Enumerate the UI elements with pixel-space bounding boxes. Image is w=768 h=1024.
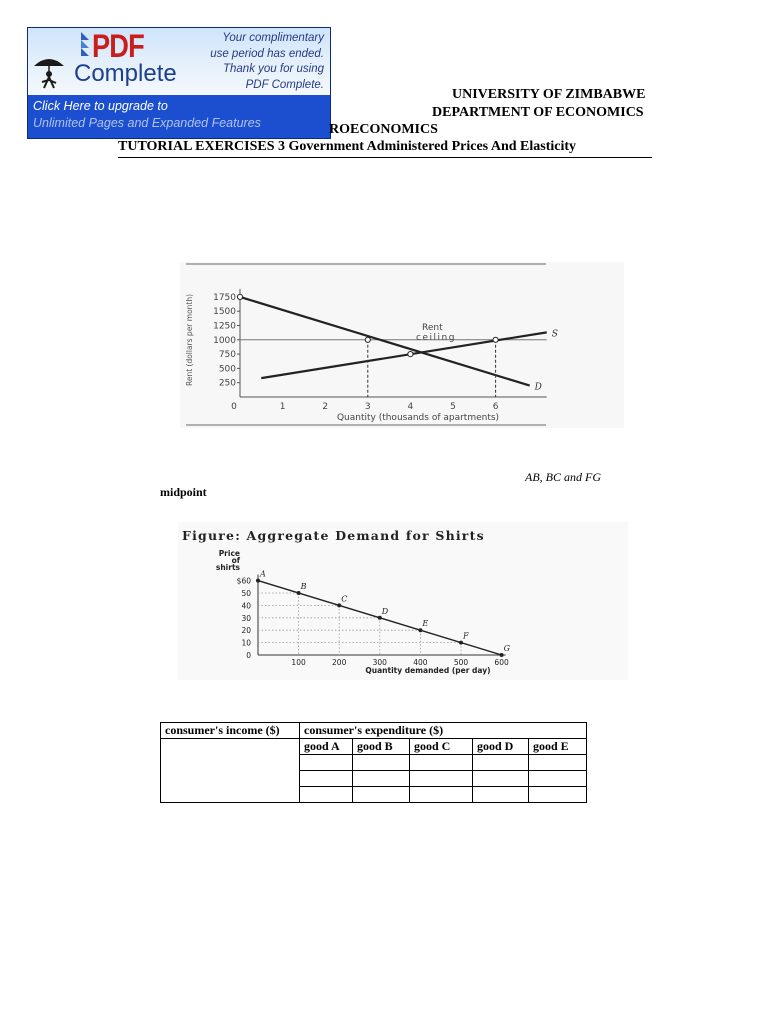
y-tick-label: 10 <box>241 638 251 648</box>
banner-brand-pdf: PDF <box>92 28 144 64</box>
x-tick-label: 4 <box>407 402 414 412</box>
expenditure-header: consumer's expenditure ($) <box>300 723 587 739</box>
x-tick-label: 500 <box>453 658 469 667</box>
point-label: D <box>381 606 389 616</box>
y-axis-title: Rent (dollars per month) <box>185 293 194 387</box>
x-tick-label: 0 <box>231 402 237 412</box>
x-tick-label: 5 <box>450 402 456 412</box>
tutorial-title: TUTORIAL EXERCISES 3 Government Administered Prices And Elasticity <box>118 139 577 154</box>
demand-point <box>337 603 341 607</box>
table-cell <box>300 755 353 771</box>
y-tick-label: 750 <box>218 350 236 361</box>
header-rule <box>118 157 652 158</box>
y-tick-label: 500 <box>218 364 236 375</box>
course-name-fragment: ROECONOMICS <box>329 122 438 137</box>
x-tick-label: 600 <box>494 658 509 667</box>
x-tick-label: 2 <box>322 402 329 412</box>
rent-ceiling-label: ceiling <box>416 333 456 343</box>
y-tick-label: 1500 <box>213 307 236 318</box>
demand-start-point <box>237 294 242 299</box>
table-cell <box>300 787 353 803</box>
point-label: F <box>463 631 469 641</box>
y-tick-label: 1000 <box>213 335 236 346</box>
arrows-icon <box>72 30 90 58</box>
demand-point <box>297 591 301 595</box>
y-tick-label: 1250 <box>213 321 236 332</box>
table-cell <box>529 771 587 787</box>
table-cell <box>353 755 410 771</box>
x-axis-title: Quantity demanded (per day) <box>365 666 491 675</box>
y-tick-label: 0 <box>246 651 251 660</box>
demand-point <box>418 628 422 632</box>
table-cell <box>529 755 587 771</box>
demand-point <box>256 579 260 583</box>
y-tick-label: 20 <box>241 626 251 636</box>
y-tick-label: 40 <box>241 601 251 611</box>
x-tick-label: 1 <box>279 402 286 412</box>
chart-title: Figure: Aggregate Demand for Shirts <box>182 528 485 543</box>
midpoint-label: midpoint <box>160 485 207 499</box>
good-d-header: good D <box>473 739 529 755</box>
point-label: A <box>260 569 266 579</box>
segments-label: AB, BC and FG <box>525 470 601 484</box>
banner-message-line: Your complimentary <box>222 32 324 44</box>
y-tick-label: 50 <box>241 589 251 598</box>
good-c-header: good C <box>410 739 473 755</box>
series-label: S <box>551 329 558 340</box>
table-cell <box>300 771 353 787</box>
department-name: DEPARTMENT OF ECONOMICS <box>432 105 644 120</box>
upgrade-link-line2[interactable]: Unlimited Pages and Expanded Features <box>33 116 261 130</box>
marked-point <box>408 352 413 357</box>
rent-ceiling-chart <box>180 262 624 428</box>
banner-message-line: Thank you for using <box>222 63 324 75</box>
banner-message-line: use period has ended. <box>210 47 324 60</box>
y-axis-title: of <box>231 556 240 565</box>
income-header: consumer's income ($) <box>161 723 300 739</box>
upgrade-link[interactable] <box>33 98 261 132</box>
marked-point <box>493 337 498 342</box>
y-tick-label: 1750 <box>213 292 236 303</box>
table-cell <box>473 771 529 787</box>
aggregate-demand-chart <box>178 522 628 680</box>
good-a-header: good A <box>300 739 353 755</box>
table-cell <box>529 787 587 803</box>
point-label: G <box>503 644 510 653</box>
income-cell <box>161 739 300 803</box>
y-tick-label: 30 <box>241 613 251 623</box>
demand-point <box>378 616 382 620</box>
good-b-header: good B <box>353 739 410 755</box>
y-tick-label: 250 <box>218 378 236 389</box>
banner-message-line: PDF Complete. <box>245 78 324 91</box>
table-cell <box>410 787 473 803</box>
x-tick-label: 300 <box>372 658 387 667</box>
table-cell <box>410 755 473 771</box>
banner-message <box>188 31 324 93</box>
demand-point <box>459 641 463 645</box>
table-cell <box>410 771 473 787</box>
good-e-header: good E <box>529 739 587 755</box>
y-axis-title: Price <box>218 549 240 558</box>
demand-point <box>500 653 504 657</box>
marked-point <box>365 337 370 342</box>
rent-ceiling-label: Rent <box>422 323 443 333</box>
table-cell <box>353 787 410 803</box>
x-tick-label: 6 <box>492 402 499 412</box>
banner-brand-complete: Complete <box>74 60 177 87</box>
series-label: D <box>534 382 542 393</box>
x-tick-label: 200 <box>332 658 347 667</box>
upgrade-link-line1[interactable]: Click Here to upgrade to <box>33 99 168 113</box>
table-cell <box>473 755 529 771</box>
y-tick-label: $60 <box>236 576 251 586</box>
point-label: B <box>300 582 307 591</box>
x-tick-label: 3 <box>364 402 371 412</box>
x-axis-title: Quantity (thousands of apartments) <box>336 413 500 423</box>
expenditure-table <box>160 722 587 803</box>
table-cell <box>473 787 529 803</box>
point-label: C <box>341 594 348 604</box>
umbrella-person-icon <box>32 54 66 94</box>
point-label: E <box>422 619 429 629</box>
y-axis-title: shirts <box>215 563 240 572</box>
x-tick-label: 100 <box>291 658 306 667</box>
table-cell <box>353 771 410 787</box>
pdf-complete-banner[interactable] <box>27 27 331 139</box>
x-tick-label: 400 <box>413 658 428 667</box>
university-name: UNIVERSITY OF ZIMBABWE <box>452 87 646 102</box>
